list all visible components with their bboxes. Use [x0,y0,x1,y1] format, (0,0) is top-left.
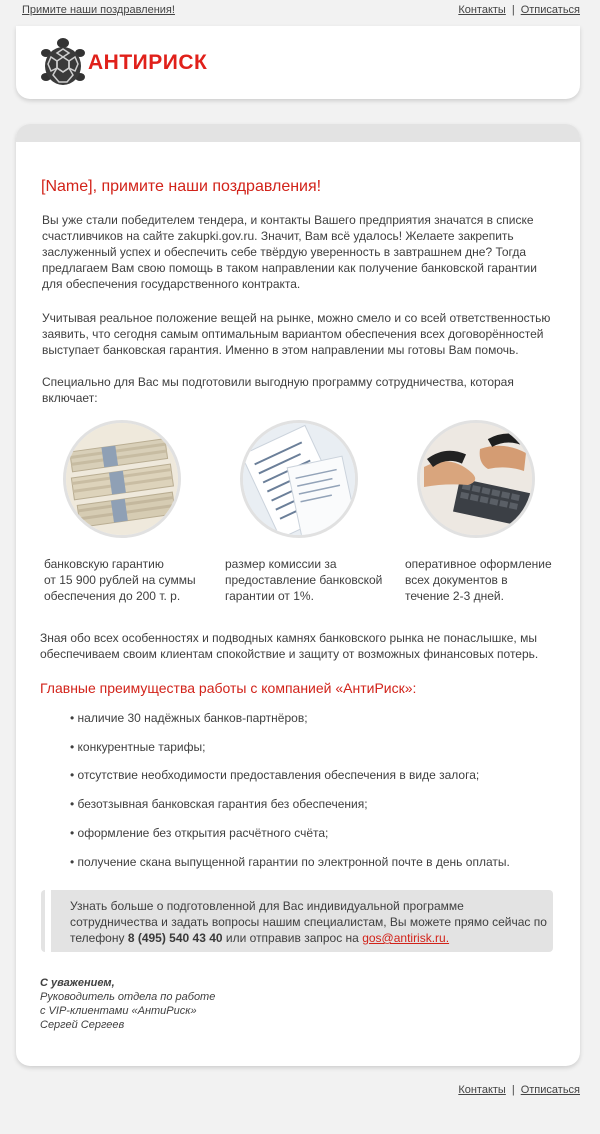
contact-callout [41,890,553,952]
intro-paragraph: Вы уже стали победителем тендера, и контакты Вашего предприятия значатся в списке счастливчиков на сайте zakupki.gov.ru. Значит, Вам всё удалось! Желаете закрепить заслуженный успех и обеспечить себе твёрдую уверенность в завтрашнем дне? Тогда предлагаем Вам свою помощь в таком направлении как получение банковской гарантии для обеспечения государственного контракта. [42,213,537,291]
advantages-title: Главные преимущества работы с компанией «АнтиРиск»: [40,680,417,696]
feature-2-line-1: размер комиссии за [225,557,337,571]
main-card [16,124,580,1066]
market-paragraph: Учитывая реальное положение вещей на рынке, можно смело и со всей ответственностью заявить, что сегодня самым оптимальным вариантом обеспечения всех договорённостей выступает банковская гарантия. Именно в этом направлении мы готовы Вам помочь. [42,311,551,357]
greeting-title: [Name], примите наши поздравления! [41,178,322,195]
advantage-item: • безотзывная банковская гарантия без обеспечения; [70,797,368,811]
unsubscribe-link[interactable]: Отписаться [520,4,580,16]
callout-text [70,898,550,946]
callout-bar [45,890,51,952]
banknotes-icon [66,423,178,535]
program-paragraph: Специально для Вас мы подготовили выгодную программу сотрудничества, которая включает: [42,375,514,405]
advantage-item: • оформление без открытия расчётного счёта; [70,826,329,840]
contacts-link[interactable]: Контакты [458,4,506,16]
logo-text: АНТИРИСК [88,51,208,74]
signature-position-1: Руководитель отдела по работе [40,991,216,1003]
office-image [417,420,535,538]
feature-3-line-1: оперативное оформление [405,557,552,571]
feature-2-line-3: гарантии от 1%. [225,589,314,603]
feature-caption-processing [405,556,552,604]
feature-caption-commission [225,556,382,604]
preview-link[interactable]: Примите наши поздравления! [22,4,175,16]
feature-3-line-2: всех документов в [405,573,508,587]
documents-image [240,420,358,538]
hands-keyboard-icon [420,423,532,535]
documents-icon [243,423,355,535]
footer-contacts-link[interactable]: Контакты [458,1084,506,1096]
header [16,26,580,99]
top-links [458,4,580,16]
callout-text-before: Узнать больше о подготовленной для Вас индивидуальной программе сотрудничества и задать вопросы нашим специалистам, Вы можете прямо сейчас по телефону [70,899,547,945]
feature-2-line-2: предоставление банковской [225,573,383,587]
advantage-item: • отсутствие необходимости предоставления обеспечения в виде залога; [70,768,480,782]
advantage-item: • конкурентные тарифы; [70,740,206,754]
signature-greeting: С уважением, [40,977,115,989]
logo[interactable] [40,37,207,89]
advantage-item: • получение скана выпущенной гарантии по электронной почте в день оплаты. [70,855,510,869]
feature-1-line-3: обеспечения до 200 т. р. [44,589,181,603]
advantage-item: • наличие 30 надёжных банков-партнёров; [70,711,308,725]
money-image [63,420,181,538]
signature-name: Сергей Сергеев [40,1019,125,1031]
signature [40,976,215,1032]
footer-separator: | [511,1084,515,1096]
phone-number: 8 (495) 540 43 40 [127,931,223,945]
email-link[interactable]: gos@antirisk.ru. [362,931,450,945]
link-separator: | [511,4,515,16]
turtle-logo-icon [40,37,86,89]
feature-1-line-2: от 15 900 рублей на суммы [44,573,196,587]
feature-1-line-1: банковскую гарантию [44,557,164,571]
card-top-strip [16,124,580,142]
footer-unsubscribe-link[interactable]: Отписаться [520,1084,580,1096]
experience-paragraph: Зная обо всех особенностях и подводных камнях банковского рынка не понаслышке, мы обеспечиваем своим клиентам спокойствие и защиту от возможных финансовых потерь. [40,631,539,661]
signature-position-2: с VIP-клиентами «АнтиРиск» [40,1005,197,1017]
feature-caption-guarantee [44,556,196,604]
top-bar [0,0,600,22]
footer-links [458,1084,580,1096]
callout-text-middle: или отправив запрос на [222,931,363,945]
feature-3-line-3: течение 2-3 дней. [405,589,504,603]
